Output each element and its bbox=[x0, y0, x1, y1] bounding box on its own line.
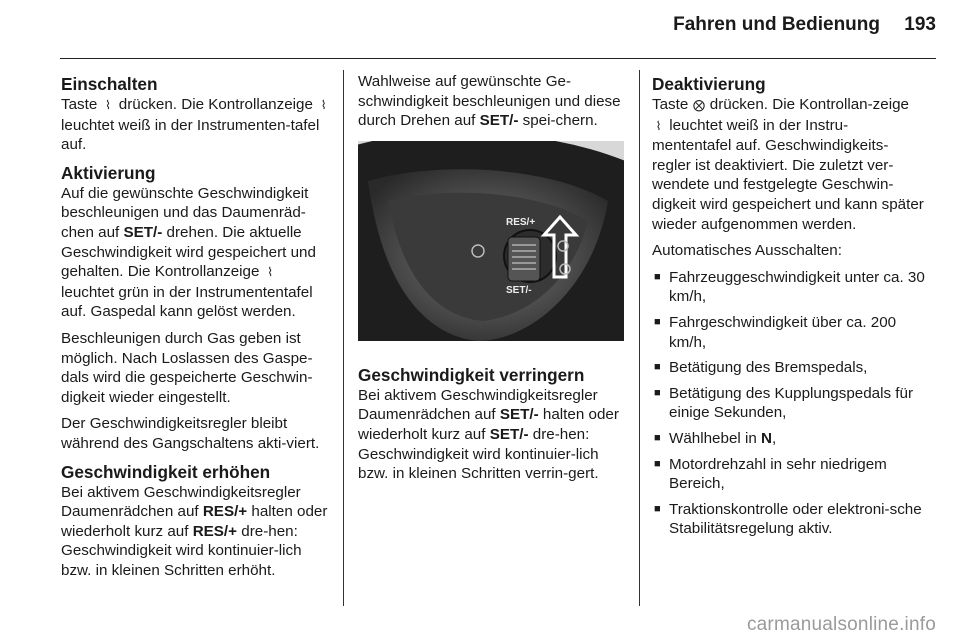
heading-deaktivierung: Deaktivierung bbox=[652, 74, 766, 94]
cruise-control-icon: ⌇ bbox=[105, 98, 111, 112]
column-right bbox=[652, 66, 926, 545]
cruise-control-indicator-icon: ⌇ bbox=[267, 265, 274, 280]
paragraph-deaktivierung-1: Taste ⨂ drücken. Die Kontrollan-zeige ⌇ leuchtet weiß in der Instru-mententafel auf. Geschwindigkeits-regler ist deaktiviert. Die zuletzt ver-wendete und festgelegte Geschwin-digkeit wird gespeichert und kann später wieder aufgenommen werden. bbox=[652, 96, 924, 233]
paragraph-aktivierung-1: Auf die gewünschte Geschwindigkeit beschleunigen und das Daumenräd-chen auf SET/- drehen. Die aktuelle Geschwindigkeit wird gespeichert und gehalten. Die Kontrollanzeige ⌇ leuchtet grün in der Instrumententafel auf. Gaspedal kann gelöst werden. bbox=[61, 184, 316, 321]
section-geschwindigkeit-verringern bbox=[358, 365, 626, 484]
photo-label-set: SET/- bbox=[506, 284, 532, 296]
paragraph-aktivierung-3: Der Geschwindigkeitsregler bleibt während des Gangschaltens akti-viert. bbox=[61, 415, 320, 452]
list-item: ■ Fahrgeschwindigkeit über ca. 200 km/h, bbox=[652, 313, 926, 352]
photo-label-res: RES/+ bbox=[506, 216, 536, 228]
column-middle bbox=[358, 72, 626, 491]
watermark: carmanualsonline.info bbox=[746, 614, 936, 635]
list-item: ■ Fahrzeuggeschwindigkeit unter ca. 30 km/h, bbox=[652, 268, 926, 307]
list-item: ■ Wählhebel in N, bbox=[652, 429, 926, 449]
page-number: 193 bbox=[904, 14, 936, 35]
section-aktivierung bbox=[61, 163, 333, 454]
column-divider-left bbox=[343, 70, 344, 606]
paragraph-geschwindigkeit-verringern: Bei aktivem Geschwindigkeitsregler Daumenrädchen auf SET/- halten oder wiederholt kurz auf SET/- dre-hen: Geschwindigkeit wird kontinuier-lich bzw. in kleinen Schritten verrin-gert. bbox=[358, 386, 619, 483]
heading-aktivierung: Aktivierung bbox=[61, 162, 156, 183]
bullet-list-ausschalten bbox=[652, 268, 926, 539]
column-left bbox=[61, 66, 333, 587]
column-divider-right bbox=[639, 70, 640, 606]
steering-wheel-photo bbox=[358, 141, 624, 341]
paragraph-aktivierung-2: Beschleunigen durch Gas geben ist möglich. Nach Loslassen des Gaspe-dals wird die gespeicherte Geschwin-digkeit wieder eingestellt. bbox=[61, 329, 313, 406]
paragraph-automatisches-ausschalten: Automatisches Ausschalten: bbox=[652, 242, 842, 260]
running-header-title: Fahren und Bedienung bbox=[673, 14, 880, 35]
heading-geschwindigkeit-erhoehen: Geschwindigkeit erhöhen bbox=[61, 461, 271, 482]
header-rule bbox=[60, 58, 936, 59]
section-deaktivierung bbox=[652, 74, 926, 539]
paragraph-geschwindigkeit-erhoehen: Bei aktivem Geschwindigkeitsregler Daumenrädchen auf RES/+ halten oder wiederholt kurz auf RES/+ dre-hen: Geschwindigkeit wird kontinuier-lich bzw. in kleinen Schritten erhöht. bbox=[61, 483, 328, 579]
steering-wheel-illustration bbox=[358, 141, 624, 341]
cruise-control-indicator-icon: ⌇ bbox=[655, 118, 662, 133]
heading-einschalten: Einschalten bbox=[61, 74, 158, 94]
list-item: ■ Motordrehzahl in sehr niedrigem Bereich, bbox=[652, 455, 926, 494]
section-einschalten bbox=[61, 74, 333, 155]
list-item: ■ Betätigung des Kupplungspedals für einige Sekunden, bbox=[652, 384, 926, 423]
paragraph-einschalten: Taste ⌇ drücken. Die Kontrollanzeige ⌇ leuchtet weiß in der Instrumenten-tafel auf. bbox=[61, 95, 333, 155]
list-item: ■ Betätigung des Bremspedals, bbox=[652, 358, 926, 378]
list-item: ■ Traktionskontrolle oder elektroni-sche Stabilitätsregelung aktiv. bbox=[652, 500, 926, 539]
cruise-control-indicator-icon: ⌇ bbox=[320, 98, 327, 112]
section-geschwindigkeit-erhoehen bbox=[61, 462, 333, 581]
cruise-control-off-icon: ⨂ bbox=[693, 98, 706, 112]
paragraph-wahlweise: Wahlweise auf gewünschte Ge-schwindigkeit beschleunigen und diese durch Drehen auf SET/- spei-chern. bbox=[358, 73, 621, 130]
heading-geschwindigkeit-verringern: Geschwindigkeit verringern bbox=[358, 364, 585, 385]
